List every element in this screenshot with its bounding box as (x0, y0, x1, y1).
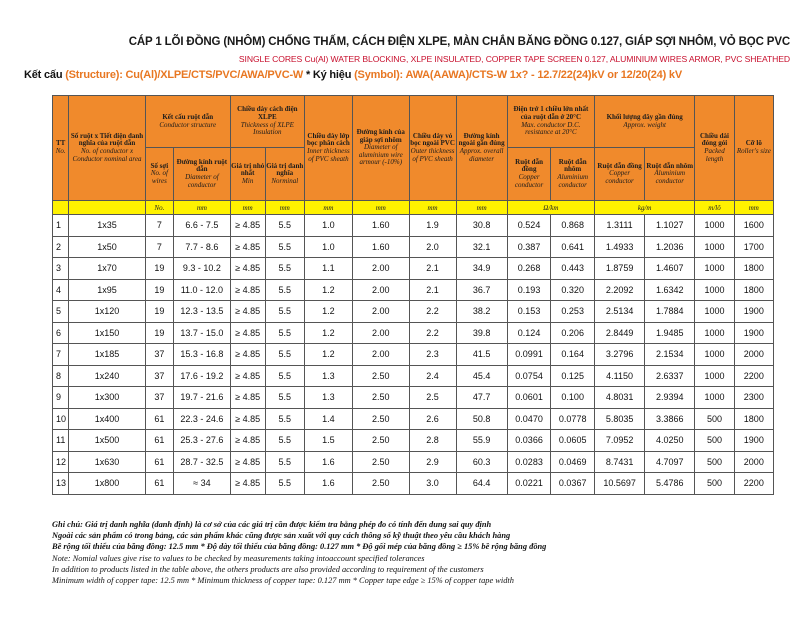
table-cell: 12 (53, 451, 69, 473)
table-cell: 2.50 (352, 365, 409, 387)
header-approx-weight: Khối lượng dây gần đúng Approx. weight (595, 96, 695, 148)
table-cell: 19 (145, 258, 173, 280)
table-cell: 36.7 (456, 279, 507, 301)
table-cell: 1.9 (409, 215, 456, 237)
header-weight-copper: Ruột dẫn đồng Copper conductor (595, 148, 645, 201)
table-cell: 2.1 (409, 258, 456, 280)
table-cell: 19.7 - 21.6 (174, 387, 231, 409)
table-cell: ≥ 4.85 (230, 322, 265, 344)
table-cell: 7 (145, 236, 173, 258)
table-cell: 0.0283 (507, 451, 551, 473)
table-cell: 1000 (695, 258, 734, 280)
header-xlpe-min: Giá trị nhỏ nhất Min (230, 148, 265, 201)
structure-separator: * (303, 69, 313, 81)
table-cell: 60.3 (456, 451, 507, 473)
table-cell: 50.8 (456, 408, 507, 430)
unit-cell (69, 201, 145, 215)
header-armour-diameter: Đường kính của giáp sợi nhôm Diameter of aluminium wire armour (-10%) (352, 96, 409, 201)
table-row (53, 344, 774, 366)
table-cell: 1.60 (352, 215, 409, 237)
table-cell: 500 (695, 451, 734, 473)
unit-cell: mm (265, 201, 304, 215)
table-cell: 5.5 (265, 430, 304, 452)
table-cell: 5.5 (265, 408, 304, 430)
table-cell: 1.6342 (645, 279, 695, 301)
table-cell: 5.5 (265, 387, 304, 409)
page-subtitle: SINGLE CORES Cu(Al) WATER BLOCKING, XLPE INSULATED, COPPER TAPE SCREEN 0.127, ALUMINIUM WIRES ARMOR, PVC SHEATHED (238, 54, 790, 64)
table-cell: 1.2 (304, 322, 352, 344)
table-cell: 45.4 (456, 365, 507, 387)
table-cell: 5.5 (265, 451, 304, 473)
table-cell: 5.5 (265, 258, 304, 280)
table-cell: ≥ 4.85 (230, 236, 265, 258)
table-cell: 0.253 (551, 301, 595, 323)
table-cell: 4 (53, 279, 69, 301)
page-title: CÁP 1 LÕI ĐỒNG (NHÔM) CHỐNG THẤM, CÁCH ĐIỆN XLPE, MÀN CHẮN BĂNG ĐỒNG 0.127, GIÁP SỢI NHÔM, VỎ BỌC PVC (128, 36, 790, 48)
table-cell: 1x95 (69, 279, 145, 301)
table-cell: 1x185 (69, 344, 145, 366)
table-cell: 5.5 (265, 279, 304, 301)
header-dc-resistance: Điện trở 1 chiều lớn nhất của ruột dẫn ở 20°C Max. conductor D.C. resistance at 20°C (507, 96, 594, 148)
table-cell: 1.4 (304, 408, 352, 430)
table-cell: 64.4 (456, 473, 507, 495)
table-cell: 1.1027 (645, 215, 695, 237)
header-size: Số ruột x Tiết diện danh nghĩa của ruột dẫn No. of conductor x Conductor nominal area (69, 96, 145, 201)
table-cell: 2.6337 (645, 365, 695, 387)
notes (52, 519, 792, 586)
note-line: Ghi chú: Giá trị danh nghĩa (danh định) là cơ sở của các giá trị cần được kiểm tra bằng phép đo có tính đến dung sai quy định (52, 520, 492, 529)
table-cell: 3 (53, 258, 69, 280)
table-cell: 1x400 (69, 408, 145, 430)
header-conductor-diameter: Đường kính ruột dẫn Diameter of conductor (174, 148, 231, 201)
table-cell: 0.0469 (551, 451, 595, 473)
table-cell: 4.8031 (595, 387, 645, 409)
table-cell: 1900 (734, 322, 773, 344)
table-cell: 32.1 (456, 236, 507, 258)
table-row (53, 365, 774, 387)
spec-table-body (53, 215, 774, 495)
header-overall-diameter: Đường kính ngoài gần đúng Approx. overall diameter (456, 96, 507, 201)
table-cell: 0.0991 (507, 344, 551, 366)
table-cell: 19 (145, 279, 173, 301)
table-cell: 1.3111 (595, 215, 645, 237)
header-resist-aluminium: Ruột dẫn nhôm Aluminium conductor (551, 148, 595, 201)
table-cell: ≥ 4.85 (230, 408, 265, 430)
table-cell: 19 (145, 301, 173, 323)
table-cell: 1.1 (304, 258, 352, 280)
table-cell: 2300 (734, 387, 773, 409)
unit-cell: No. (145, 201, 173, 215)
table-cell: 1x630 (69, 451, 145, 473)
table-cell: 61 (145, 451, 173, 473)
table-cell: 2.9394 (645, 387, 695, 409)
table-cell: 1000 (695, 365, 734, 387)
table-cell: ≥ 4.85 (230, 387, 265, 409)
header-xlpe-nominal: Giá trị danh nghĩa Norminal (265, 148, 304, 201)
table-cell: 15.3 - 16.8 (174, 344, 231, 366)
table-cell: 37 (145, 365, 173, 387)
table-cell: 1.5 (304, 430, 352, 452)
table-cell: 2.00 (352, 279, 409, 301)
table-cell: 2.50 (352, 430, 409, 452)
table-cell: 1x120 (69, 301, 145, 323)
table-cell: 38.2 (456, 301, 507, 323)
table-cell: 3.3866 (645, 408, 695, 430)
table-cell: 2.8 (409, 430, 456, 452)
table-cell: 4.1150 (595, 365, 645, 387)
table-cell: ≥ 4.85 (230, 215, 265, 237)
table-cell: 2.2 (409, 322, 456, 344)
note-line: Ngoài các sản phẩm có trong bảng, các sản phẩm khác cũng được sản xuất với quy cách thông số kỹ thuật theo yêu cầu khách hàng (52, 531, 511, 541)
table-cell: 1.8759 (595, 258, 645, 280)
note-line: Minimum width of copper tape: 12.5 mm * Minimum thickness of copper tape: 0.127 mm * Copper tape edge ≥ 15% of copper tape width (52, 576, 514, 586)
table-row (53, 215, 774, 237)
table-cell: ≥ 4.85 (230, 344, 265, 366)
table-row (53, 258, 774, 280)
unit-cell: mm (456, 201, 507, 215)
table-cell: 2.3 (409, 344, 456, 366)
table-cell: 10.5697 (595, 473, 645, 495)
table-cell: 2000 (734, 451, 773, 473)
symbol-value: (Symbol): AWA(AAWA)/CTS-W 1x? - 12.7/22(24)kV or 12/20(24) kV (354, 69, 682, 81)
header-inner-sheath: Chiều dày lớp bọc phân cách Inner thickness of PVC sheath (304, 96, 352, 201)
unit-cell: m/lô (695, 201, 734, 215)
table-cell: ≥ 4.85 (230, 473, 265, 495)
header-weight-aluminium: Ruột dẫn nhôm Aluminium conductor (645, 148, 695, 201)
structure-line (24, 69, 790, 81)
table-cell: 1800 (734, 258, 773, 280)
table-cell: 0.0366 (507, 430, 551, 452)
table-cell: 0.0470 (507, 408, 551, 430)
unit-cell: mm (409, 201, 456, 215)
table-cell: 1.3 (304, 365, 352, 387)
header-resist-copper: Ruột dẫn đồng Copper conductor (507, 148, 551, 201)
table-cell: 2.00 (352, 344, 409, 366)
table-cell: 1900 (734, 301, 773, 323)
table-cell: 1.6 (304, 473, 352, 495)
table-cell: 4.0250 (645, 430, 695, 452)
table-cell: 3.2796 (595, 344, 645, 366)
table-cell: 3.0 (409, 473, 456, 495)
table-cell: 1.2 (304, 301, 352, 323)
structure-label: Kết cấu (24, 69, 63, 81)
table-cell: 1900 (734, 430, 773, 452)
table-row (53, 387, 774, 409)
table-cell: 0.0367 (551, 473, 595, 495)
table-cell: 0.164 (551, 344, 595, 366)
table-cell: 1.4607 (645, 258, 695, 280)
table-cell: 7.0952 (595, 430, 645, 452)
table-cell: 5.5 (265, 344, 304, 366)
table-cell: 1x240 (69, 365, 145, 387)
units-row (53, 201, 774, 215)
table-cell: 13 (53, 473, 69, 495)
table-cell: 2 (53, 236, 69, 258)
table-cell: 2.50 (352, 473, 409, 495)
table-cell: 2.50 (352, 451, 409, 473)
table-row (53, 430, 774, 452)
table-cell: 1000 (695, 279, 734, 301)
table-cell: 2.50 (352, 408, 409, 430)
table-cell: 5.8035 (595, 408, 645, 430)
table-cell: 7.7 - 8.6 (174, 236, 231, 258)
table-cell: 61 (145, 473, 173, 495)
table-cell: 25.3 - 27.6 (174, 430, 231, 452)
table-cell: 5.4786 (645, 473, 695, 495)
header-xlpe-thickness: Chiều dày cách điện XLPE Thickness of XLPE Insulation (230, 96, 304, 148)
table-cell: 0.153 (507, 301, 551, 323)
table-cell: 1.7884 (645, 301, 695, 323)
table-cell: 0.193 (507, 279, 551, 301)
header-outer-sheath: Chiều dày vỏ bọc ngoài PVC Outer thickness of PVC sheath (409, 96, 456, 201)
table-cell: 5 (53, 301, 69, 323)
table-cell: 39.8 (456, 322, 507, 344)
header-tt: TT No. (53, 96, 69, 201)
table-cell: 0.0221 (507, 473, 551, 495)
table-cell: 61 (145, 430, 173, 452)
table-cell: 0.125 (551, 365, 595, 387)
table-cell: 2.00 (352, 301, 409, 323)
table-cell: 0.100 (551, 387, 595, 409)
table-cell: 2.5134 (595, 301, 645, 323)
symbol-label: Ký hiệu (312, 69, 352, 81)
table-cell: 0.320 (551, 279, 595, 301)
table-cell: 5.5 (265, 301, 304, 323)
table-cell: 500 (695, 430, 734, 452)
table-cell: 1x50 (69, 236, 145, 258)
table-cell: 0.0778 (551, 408, 595, 430)
table-cell: 2.2092 (595, 279, 645, 301)
table-cell: 6 (53, 322, 69, 344)
table-cell: 1000 (695, 215, 734, 237)
table-cell: 500 (695, 473, 734, 495)
unit-cell: kg/m (595, 201, 695, 215)
table-cell: 2200 (734, 365, 773, 387)
unit-cell: mm (734, 201, 773, 215)
table-cell: 2.8449 (595, 322, 645, 344)
table-cell: 500 (695, 408, 734, 430)
header-packed-length: Chiều dài đóng gói Packed length (695, 96, 734, 201)
table-cell: 2.6 (409, 408, 456, 430)
note-line: Bề rộng tối thiểu của băng đồng: 12.5 mm * Độ dày tối thiểu của băng đồng: 0.127 mm * Độ gối mép của băng đồng ≥ 15% bề rộng băng đồng (52, 542, 547, 552)
header-wires: Số sợi No. of wires (145, 148, 173, 201)
table-cell: 30.8 (456, 215, 507, 237)
table-cell: 13.7 - 15.0 (174, 322, 231, 344)
table-cell: 1.9485 (645, 322, 695, 344)
table-cell: 1800 (734, 279, 773, 301)
table-cell: 0.206 (551, 322, 595, 344)
table-cell: 1700 (734, 236, 773, 258)
table-cell: 0.641 (551, 236, 595, 258)
table-cell: 1000 (695, 301, 734, 323)
structure-value: (Structure): Cu(Al)/XLPE/CTS/PVC/AWA/PVC-W (65, 69, 304, 81)
table-cell: 55.9 (456, 430, 507, 452)
table-cell: 5.5 (265, 473, 304, 495)
table-cell: 34.9 (456, 258, 507, 280)
table-cell: 1x300 (69, 387, 145, 409)
table-row (53, 408, 774, 430)
table-cell: 1.0 (304, 215, 352, 237)
table-cell: 2.00 (352, 258, 409, 280)
table-cell: 9 (53, 387, 69, 409)
table-cell: ≥ 4.85 (230, 430, 265, 452)
table-cell: 1.2 (304, 279, 352, 301)
table-cell: ≥ 4.85 (230, 301, 265, 323)
table-cell: 1 (53, 215, 69, 237)
table-cell: 2.0 (409, 236, 456, 258)
table-row (53, 301, 774, 323)
table-row (53, 279, 774, 301)
table-cell: 0.387 (507, 236, 551, 258)
table-cell: 10 (53, 408, 69, 430)
table-cell: 2200 (734, 473, 773, 495)
table-cell: 8 (53, 365, 69, 387)
table-cell: 7 (145, 215, 173, 237)
table-row (53, 451, 774, 473)
table-cell: 37 (145, 344, 173, 366)
table-cell: 0.868 (551, 215, 595, 237)
table-cell: 2.4 (409, 365, 456, 387)
table-cell: 0.0754 (507, 365, 551, 387)
table-cell: 6.6 - 7.5 (174, 215, 231, 237)
table-cell: 1x500 (69, 430, 145, 452)
header-roller-size: Cỡ lô Roller's size (734, 96, 773, 201)
table-cell: 5.5 (265, 236, 304, 258)
table-cell: 1000 (695, 344, 734, 366)
table-cell: 1x800 (69, 473, 145, 495)
table-cell: ≥ 4.85 (230, 279, 265, 301)
note-line: In addition to products listed in the table above, the others products are also provided according to requirement of the customers (52, 564, 484, 574)
table-cell: 1000 (695, 387, 734, 409)
table-cell: 9.3 - 10.2 (174, 258, 231, 280)
table-cell: 1000 (695, 322, 734, 344)
table-cell: 0.268 (507, 258, 551, 280)
table-cell: 0.443 (551, 258, 595, 280)
table-cell: 22.3 - 24.6 (174, 408, 231, 430)
table-cell: 61 (145, 408, 173, 430)
header-conductor-structure: Kết cấu ruột dẫn Conductor structure (145, 96, 230, 148)
table-cell: 2.5 (409, 387, 456, 409)
table-cell: 7 (53, 344, 69, 366)
table-cell: 0.124 (507, 322, 551, 344)
table-cell: 1600 (734, 215, 773, 237)
table-cell: 1.4933 (595, 236, 645, 258)
table-cell: 1.2036 (645, 236, 695, 258)
table-cell: 1x70 (69, 258, 145, 280)
table-cell: 5.5 (265, 215, 304, 237)
table-cell: 1x35 (69, 215, 145, 237)
table-cell: 19 (145, 322, 173, 344)
table-cell: 1800 (734, 408, 773, 430)
table-cell: 41.5 (456, 344, 507, 366)
table-cell: ≥ 4.85 (230, 451, 265, 473)
table-cell: 1.3 (304, 387, 352, 409)
table-cell: 1.6 (304, 451, 352, 473)
table-cell: 0.0601 (507, 387, 551, 409)
table-cell: 1000 (695, 236, 734, 258)
table-cell: 17.6 - 19.2 (174, 365, 231, 387)
table-cell: ≥ 4.85 (230, 365, 265, 387)
table-cell: 1x150 (69, 322, 145, 344)
table-cell: 4.7097 (645, 451, 695, 473)
table-cell: 0.0605 (551, 430, 595, 452)
unit-cell (53, 201, 69, 215)
table-row (53, 473, 774, 495)
table-cell: 0.524 (507, 215, 551, 237)
unit-cell: Ω/km (507, 201, 594, 215)
table-cell: 8.7431 (595, 451, 645, 473)
table-cell: 2000 (734, 344, 773, 366)
table-cell: 5.5 (265, 365, 304, 387)
table-cell: 11 (53, 430, 69, 452)
unit-cell: mm (174, 201, 231, 215)
table-cell: 2.1 (409, 279, 456, 301)
table-cell: 11.0 - 12.0 (174, 279, 231, 301)
table-row (53, 322, 774, 344)
note-line: Note: Nomial values give rise to values to be checked by measurements taking intoaccount specified tolerances (52, 553, 425, 563)
table-cell: ≥ 4.85 (230, 258, 265, 280)
table-cell: 2.9 (409, 451, 456, 473)
table-cell: 37 (145, 387, 173, 409)
table-cell: 12.3 - 13.5 (174, 301, 231, 323)
table-row (53, 236, 774, 258)
table-cell: 2.00 (352, 322, 409, 344)
table-cell: 47.7 (456, 387, 507, 409)
table-cell: 1.0 (304, 236, 352, 258)
table-cell: 1.2 (304, 344, 352, 366)
table-cell: 5.5 (265, 322, 304, 344)
unit-cell: mm (304, 201, 352, 215)
unit-cell: mm (230, 201, 265, 215)
table-cell: 28.7 - 32.5 (174, 451, 231, 473)
table-cell: 1.60 (352, 236, 409, 258)
unit-cell: mm (352, 201, 409, 215)
table-cell: 2.50 (352, 387, 409, 409)
table-cell: ≈ 34 (174, 473, 231, 495)
spec-table (52, 95, 774, 495)
table-cell: 2.1534 (645, 344, 695, 366)
table-cell: 2.2 (409, 301, 456, 323)
